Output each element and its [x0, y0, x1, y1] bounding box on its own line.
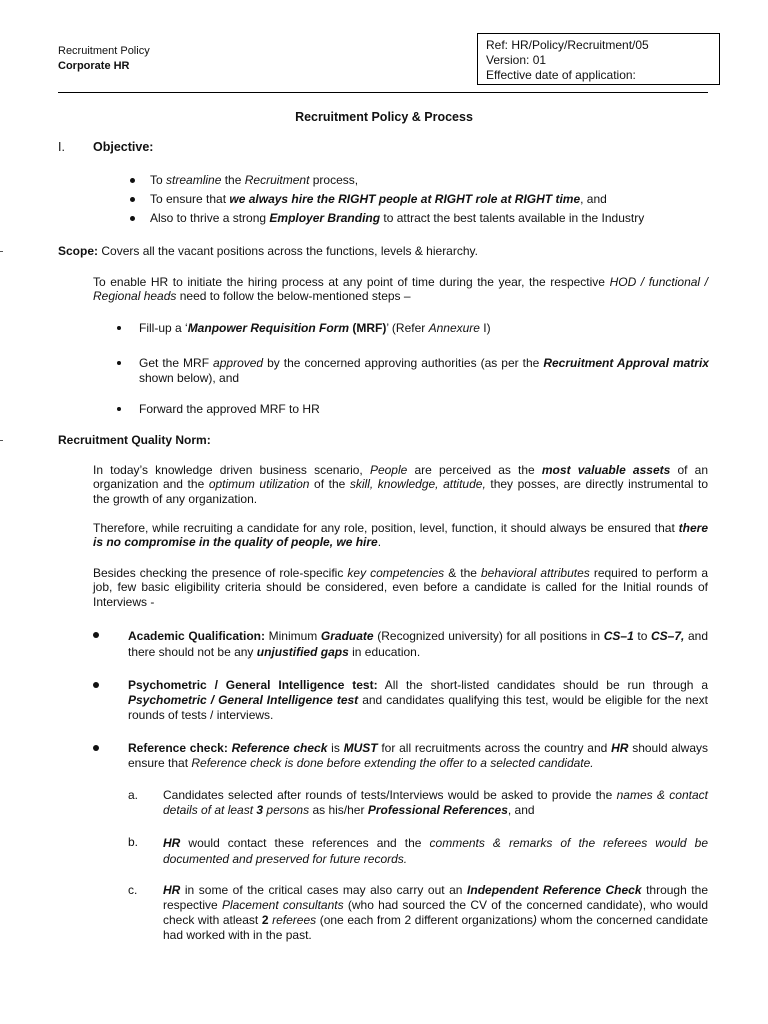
scope-line: Scope: Covers all the vacant positions across the functions, levels & hierarchy. [58, 244, 478, 258]
quality-heading: Recruitment Quality Norm: [58, 433, 211, 447]
section-numeral: I. [58, 140, 65, 154]
bullet-icon [130, 197, 135, 202]
bullet-icon [130, 216, 135, 221]
bullet-icon [117, 407, 121, 411]
bullet-icon [130, 178, 135, 183]
quality-paragraph-3: Besides checking the presence of role-specific key competencies & the behavioral attributes required to perform a job, few basic eligibility criteria should be considered, even before a candidate is called for the Initial rounds of Interviews - [93, 566, 709, 609]
objective-heading: Objective: [93, 140, 154, 154]
document-header-left [58, 44, 150, 74]
version: Version: 01 [486, 53, 547, 67]
bullet-icon [117, 326, 121, 330]
scope-intro: To enable HR to initiate the hiring process at any point of time during the year, the respective HOD / functional / Regional heads need to follow the below-mentioned steps – [93, 275, 708, 304]
quality-paragraph-1: In today’s knowledge driven business scenario, People are perceived as the most valuable assets of an organization and the optimum utilization of the skill, knowledge, attitude, they posses, are directly instrumental to the growth of any organization. [93, 463, 709, 506]
department-name: Corporate HR [58, 60, 130, 72]
header-divider [58, 92, 708, 93]
reference-box [477, 33, 720, 85]
margin-mark [0, 440, 3, 441]
policy-name: Recruitment Policy [58, 45, 150, 57]
document-title: Recruitment Policy & Process [295, 110, 473, 124]
ref-number: Ref: HR/Policy/Recruitment/05 [486, 38, 649, 52]
bullet-icon [93, 632, 99, 638]
margin-mark [0, 251, 3, 252]
bullet-icon [93, 745, 99, 751]
quality-paragraph-2: Therefore, while recruiting a candidate for any role, position, level, function, it should always be ensured that there is no compromise in the quality of people, we hire. [93, 521, 708, 550]
bullet-icon [117, 361, 121, 365]
effective-date: Effective date of application: [486, 68, 636, 82]
scope-heading: Scope: [58, 244, 99, 258]
bullet-icon [93, 682, 99, 688]
